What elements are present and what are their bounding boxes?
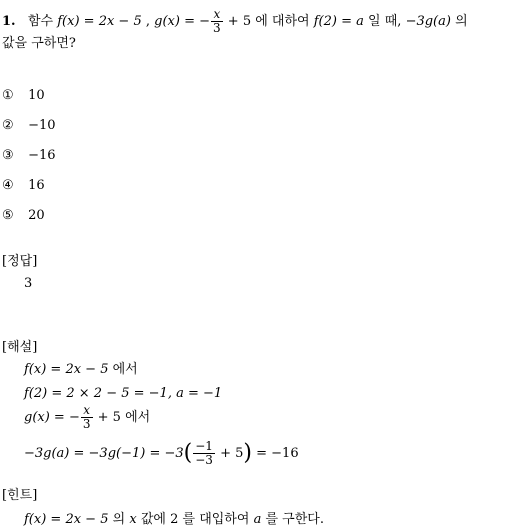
choice-value: 20 <box>28 208 45 223</box>
hint-f-def: f(x) = 2x − 5 <box>24 512 109 527</box>
choice-marker: ③ <box>2 148 14 163</box>
hint-variable-a: a <box>253 512 262 527</box>
question-text-1: 함수 <box>27 14 54 29</box>
solution-line-4 <box>24 440 299 467</box>
choice-1[interactable] <box>2 88 45 104</box>
choice-2[interactable] <box>2 118 56 134</box>
solution-label: [해설] <box>2 340 38 355</box>
question-text-3: 일 때, <box>368 14 402 29</box>
solution-g-denominator: 3 <box>82 417 91 431</box>
choice-marker: ① <box>2 88 14 103</box>
solution-f-def: f(x) = 2x − 5 <box>24 362 109 377</box>
solution-text: 에서 <box>125 410 151 425</box>
g-definition-suffix: + 5 <box>227 14 252 29</box>
f-definition: f(x) = 2x − 5 <box>57 14 142 29</box>
hint-text: 를 대입하여 <box>182 512 250 527</box>
answer-label: [정답] <box>2 254 38 269</box>
hint-number-2: 2 <box>170 512 179 527</box>
choice-value: −16 <box>28 148 56 163</box>
comma: , <box>145 14 151 29</box>
question-text-2: 에 대하여 <box>255 14 310 29</box>
f2-equation: f(2) = a <box>313 14 364 29</box>
question-number: 1. <box>2 14 16 29</box>
solution-final-numerator: −1 <box>195 439 213 453</box>
choice-marker: ④ <box>2 178 14 193</box>
solution-g-prefix: g(x) = − <box>24 410 80 425</box>
g-fraction-denominator: 3 <box>213 21 221 35</box>
solution-g-fraction <box>81 404 93 431</box>
target-expression: −3g(a) <box>405 14 451 29</box>
question-line-2: 값을 구하면? <box>2 36 76 51</box>
choice-value: 10 <box>28 88 45 103</box>
solution-g-numerator: x <box>83 403 91 417</box>
solution-final-prefix: −3g(a) = −3g(−1) = −3 <box>24 446 184 461</box>
right-paren: ) <box>243 440 252 466</box>
hint-line <box>24 512 324 528</box>
question-text-4: 의 <box>455 14 468 29</box>
solution-line-2: f(2) = 2 × 2 − 5 = −1, a = −1 <box>24 386 223 401</box>
hint-label: [힌트] <box>2 488 38 503</box>
g-fraction <box>211 8 223 35</box>
choice-marker: ② <box>2 118 14 133</box>
hint-text: 를 구한다. <box>265 512 324 527</box>
choice-value: 16 <box>28 178 45 193</box>
hint-text: 의 <box>112 512 126 527</box>
left-paren: ( <box>183 440 193 466</box>
choice-value: −10 <box>28 118 56 133</box>
solution-text: 에서 <box>112 362 138 377</box>
choice-3[interactable] <box>2 148 56 164</box>
choice-5[interactable] <box>2 208 45 224</box>
g-definition-prefix: g(x) = − <box>154 14 211 29</box>
solution-final-fraction <box>193 440 215 467</box>
choice-marker: ⑤ <box>2 208 14 223</box>
g-fraction-numerator: x <box>213 7 221 21</box>
solution-g-suffix: + 5 <box>97 410 121 425</box>
solution-final-denominator: −3 <box>195 453 213 467</box>
solution-final-plus: + 5 <box>220 446 244 461</box>
choice-4[interactable] <box>2 178 45 194</box>
answer-value: 3 <box>24 276 33 291</box>
solution-final-result: = −16 <box>256 446 299 461</box>
hint-variable-x: x <box>129 512 137 527</box>
hint-text: 값에 <box>140 512 166 527</box>
question-line-1 <box>2 8 468 35</box>
solution-line-3 <box>24 404 150 431</box>
solution-line-1 <box>24 362 138 378</box>
